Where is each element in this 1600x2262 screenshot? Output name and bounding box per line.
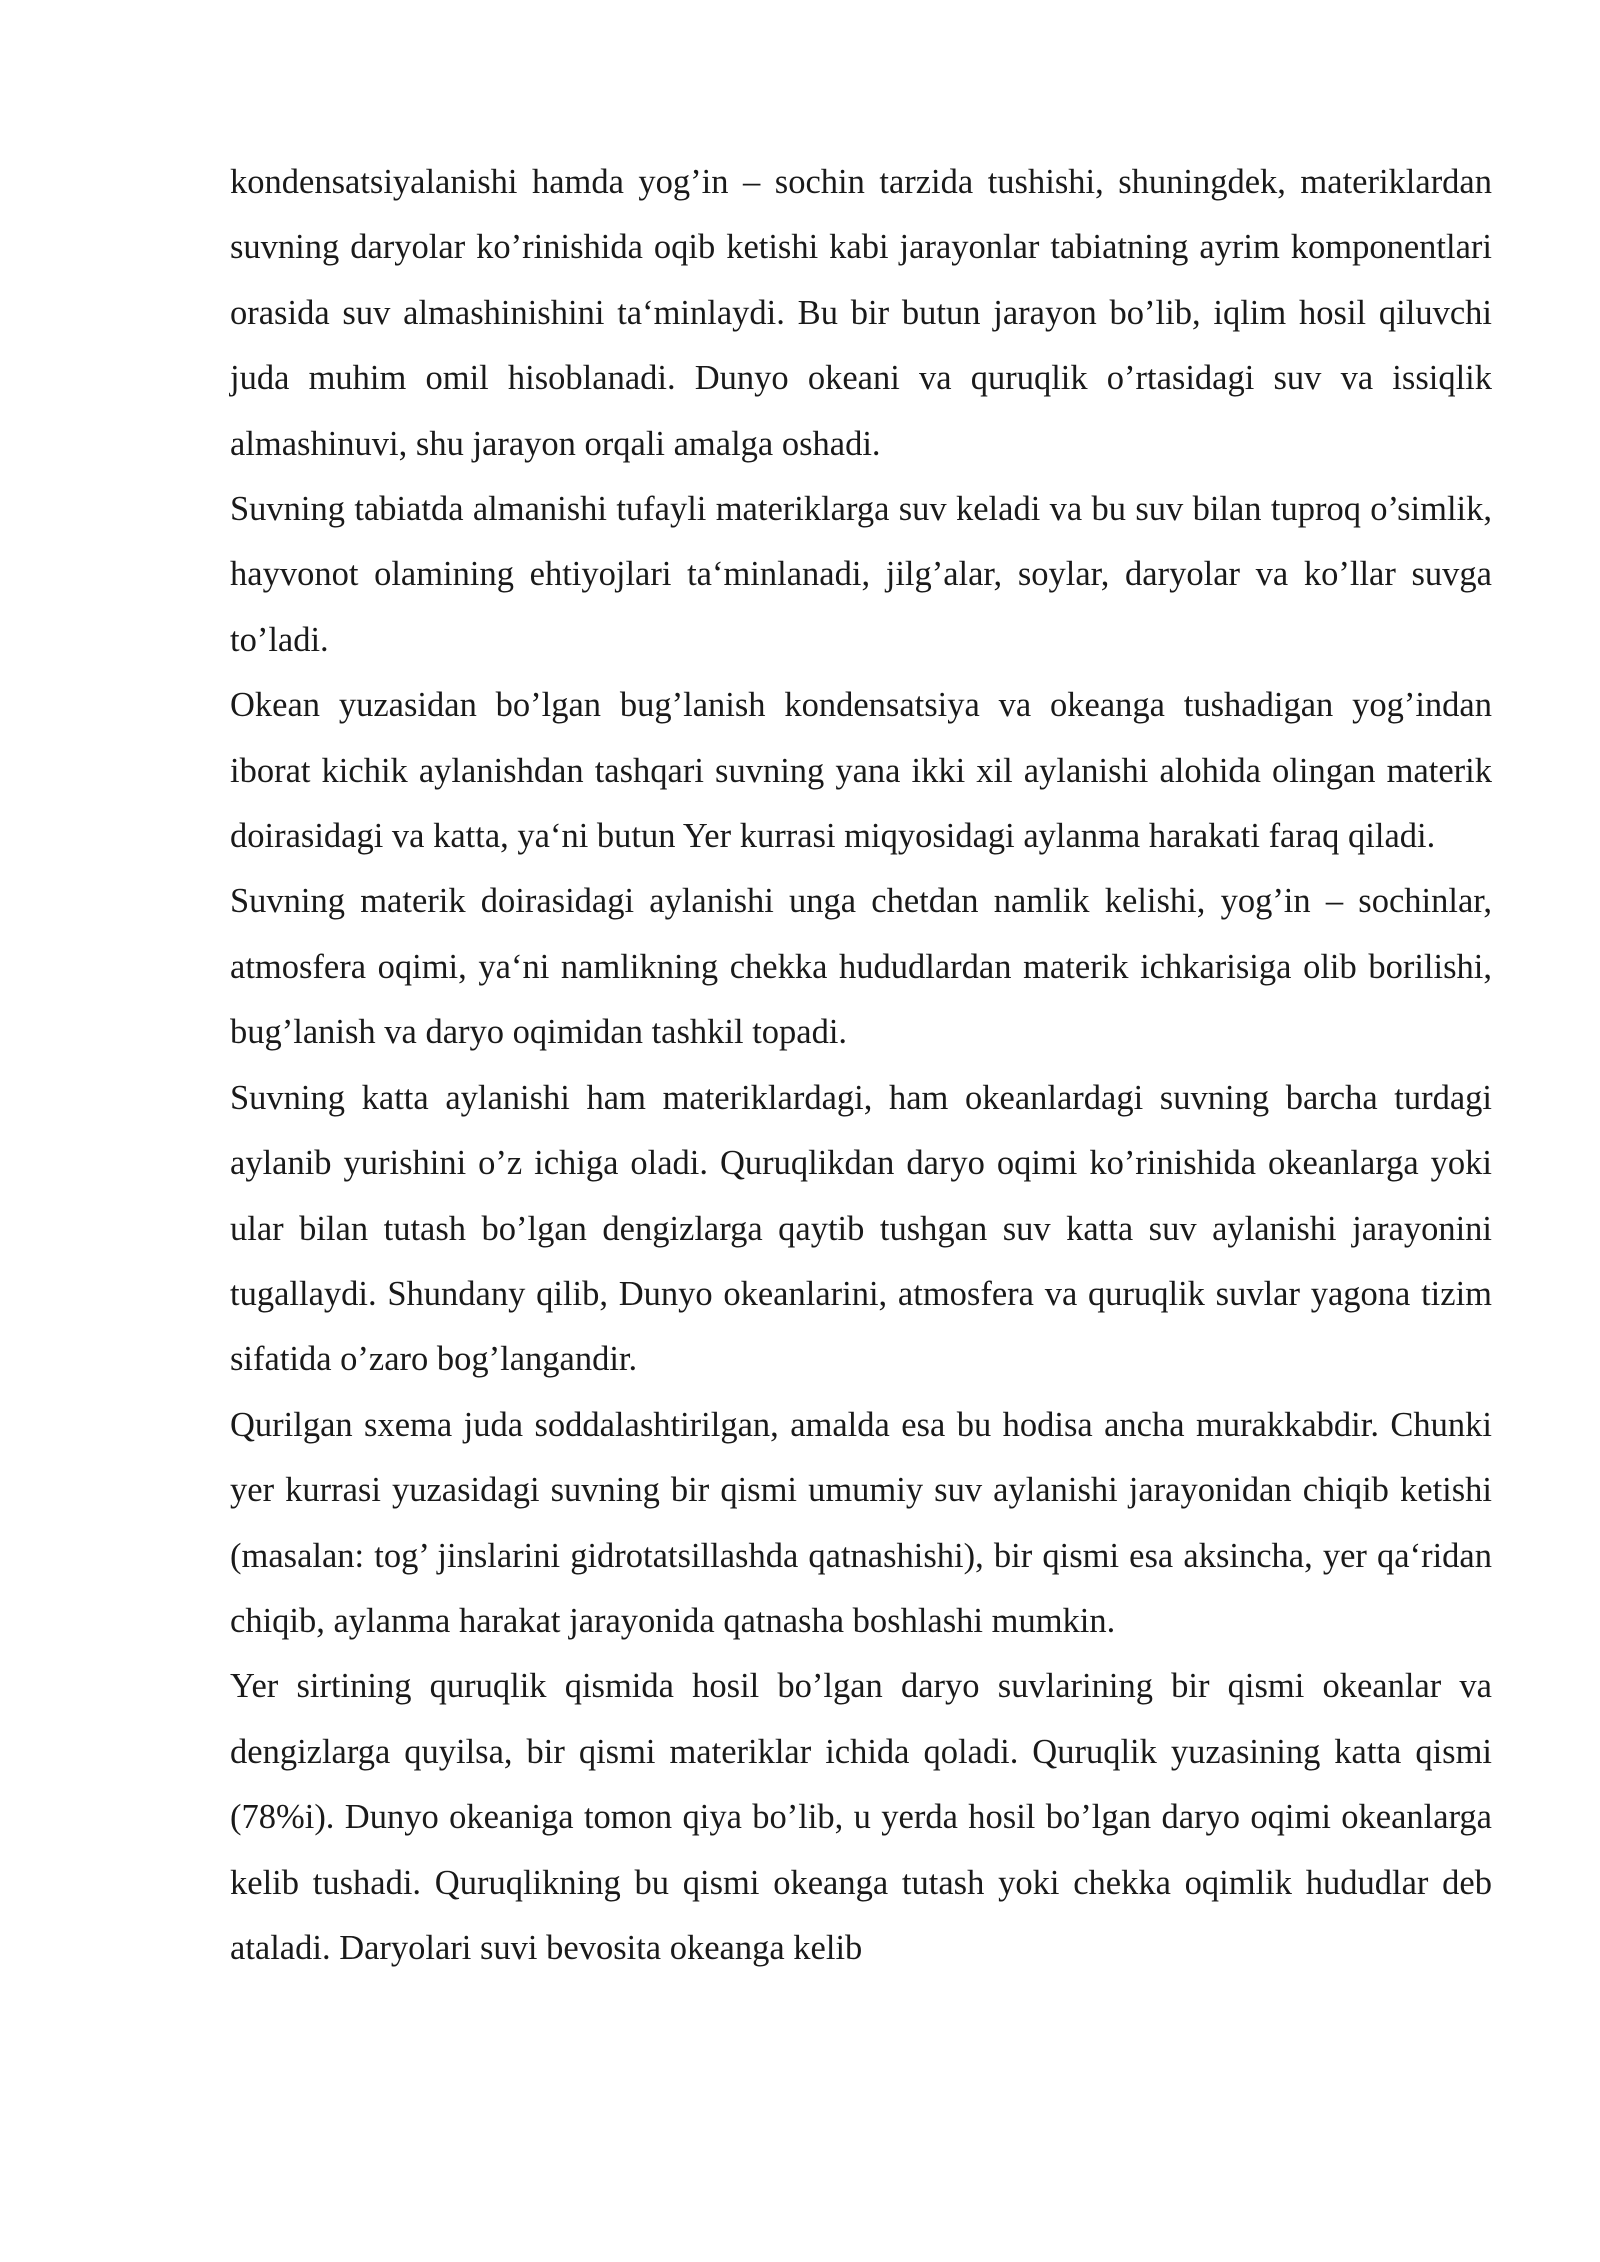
- paragraph-3: Okean yuzasidan bo’lgan bug’lanish kondensatsiya va okeanga tushadigan yog’indan iborat kichik aylanishdan tashqari suvning yana ikki xil aylanishi alohida olingan materik doirasidagi va katta, ya‘ni butun Yer kurrasi miqyosidagi aylanma harakati faraq qiladi.: [230, 686, 1492, 856]
- paragraph-1: kondensatsiyalanishi hamda yog’in – sochin tarzida tushishi, shuningdek, materiklardan suvning daryolar ko’rinishida oqib ketishi kabi jarayonlar tabiatning ayrim komponentlari orasida suv almashinishini ta‘minlaydi. Bu bir butun jarayon bo’lib, iqlim hosil qiluvchi juda muhim omil hisoblanadi. Dunyo okeani va quruqlik o’rtasidagi suv va issiqlik almashinuvi, shu jarayon orqali amalga oshadi.: [230, 163, 1492, 463]
- paragraph-2: Suvning tabiatda almanishi tufayli materiklarga suv keladi va bu suv bilan tuproq o’simlik, hayvonot olamining ehtiyojlari ta‘minlanadi, jilg’alar, soylar, daryolar va ko’llar suvga to’ladi.: [230, 490, 1492, 659]
- document-body: [230, 150, 1492, 1981]
- paragraph-5: Suvning katta aylanishi ham materiklardagi, ham okeanlardagi suvning barcha turdagi aylanib yurishini o’z ichiga oladi. Quruqlikdan daryo oqimi ko’rinishida okeanlarga yoki ular bilan tutash bo’lgan dengizlarga qaytib tushgan suv katta suv aylanishi jarayonini tugallaydi. Shundany qilib, Dunyo okeanlarini, atmosfera va quruqlik suvlar yagona tizim sifatida o’zaro bog’langandir.: [230, 1078, 1492, 1379]
- paragraph-7: Yer sirtining quruqlik qismida hosil bo’lgan daryo suvlarining bir qismi okeanlar va dengizlarga quyilsa, bir qismi materiklar ichida qoladi. Quruqlik yuzasining katta qismi (78%i). Dunyo okeaniga tomon qiya bo’lib, u yerda hosil bo’lgan daryo oqimi okeanlarga kelib tushadi. Quruqlikning bu qismi okeanga tutash yoki chekka oqimlik hududlar deb ataladi. Daryolari suvi bevosita okeanga kelib: [230, 1667, 1492, 1967]
- paragraph-6: Qurilgan sxema juda soddalashtirilgan, amalda esa bu hodisa ancha murakkabdir. Chunki yer kurrasi yuzasidagi suvning bir qismi umumiy suv aylanishi jarayonidan chiqib ketishi (masalan: tog’ jinslarini gidrotatsillashda qatnashishi), bir qismi esa aksincha, yer qa‘ridan chiqib, aylanma harakat jarayonida qatnasha boshlashi mumkin.: [230, 1405, 1492, 1640]
- paragraph-4: Suvning materik doirasidagi aylanishi unga chetdan namlik kelishi, yog’in – sochinlar, atmosfera oqimi, ya‘ni namlikning chekka hududlardan materik ichkarisiga olib borilishi, bug’lanish va daryo oqimidan tashkil topadi.: [230, 882, 1492, 1052]
